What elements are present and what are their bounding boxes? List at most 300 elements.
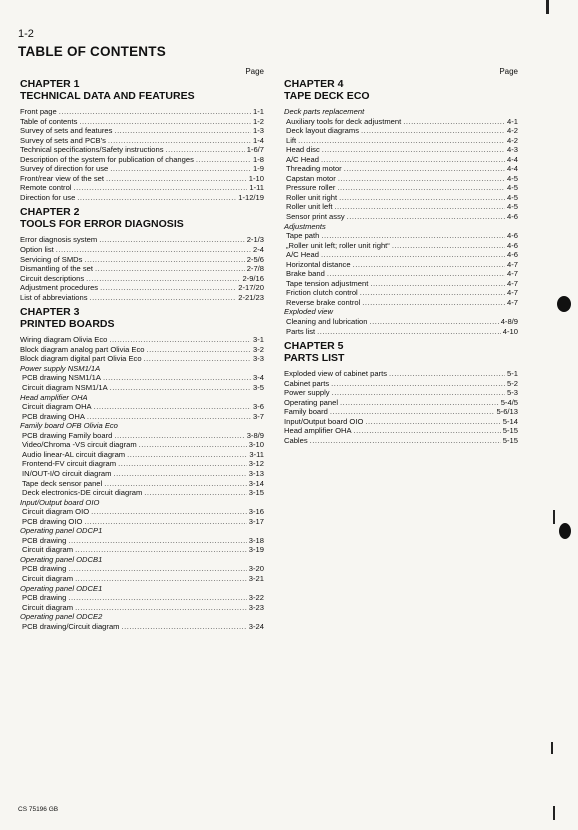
toc-left-body [20, 78, 264, 631]
dot-leader [113, 469, 246, 479]
chapter-title: TECHNICAL DATA AND FEATURES [20, 90, 195, 102]
dot-leader [340, 398, 499, 408]
dot-leader [91, 507, 247, 517]
toc-entry-page: 4-7 [507, 269, 518, 279]
dot-leader [109, 335, 251, 345]
dot-leader [122, 622, 247, 632]
toc-subheading: Deck parts replacement [284, 107, 365, 116]
toc-entry-title: Survey of direction for use [20, 164, 109, 174]
toc-entry-page: 5-2 [507, 378, 518, 388]
toc-entry [20, 245, 264, 255]
page-column-header: Page [499, 67, 518, 76]
toc-entry-title: A/C Head [286, 250, 319, 260]
toc-entry-title: Description of the system for publication of changes [20, 154, 194, 164]
toc-entry-page: 1-3 [253, 126, 264, 136]
dot-leader [392, 241, 505, 251]
dot-leader [322, 145, 505, 155]
dot-leader [321, 231, 505, 241]
toc-entry-page: 3-8/9 [246, 430, 264, 440]
toc-entry-title: Circuit diagram [22, 602, 74, 612]
toc-entry [20, 479, 264, 489]
toc-entry-page: 1-1 [253, 107, 264, 116]
toc-entry [284, 117, 518, 127]
chapter-block [20, 206, 264, 302]
dot-leader [298, 136, 505, 146]
toc-entry-page: 4-4 [507, 164, 518, 174]
toc-entry [20, 383, 264, 393]
toc-entry-title: Head disc [286, 145, 320, 155]
toc-entry-title: Power supply [284, 388, 330, 398]
toc-entry-page: 4-2 [507, 126, 518, 136]
dot-leader [75, 574, 247, 584]
toc-entry-page: 5-6/13 [496, 407, 518, 417]
toc-entry [20, 155, 264, 165]
dot-leader [68, 536, 246, 546]
dot-leader [79, 117, 251, 127]
dot-leader [106, 174, 247, 184]
dot-leader [337, 183, 505, 193]
toc-entry-title: Tape deck sensor panel [22, 478, 103, 488]
toc-entry-title: Threading motor [286, 164, 342, 174]
dot-leader [147, 345, 252, 355]
toc-entry-title: Operating panel [284, 397, 339, 407]
toc-entry-title: A/C Head [286, 154, 319, 164]
toc-entry-title: Cleaning and lubrication [286, 317, 368, 327]
dot-leader [327, 269, 505, 279]
punch-hole [559, 523, 571, 539]
dot-leader [103, 373, 251, 383]
toc-entry-title: Error diagnosis system [20, 235, 98, 245]
toc-entry [284, 126, 518, 136]
toc-entry [284, 369, 518, 379]
toc-entry-page: 3-13 [248, 468, 264, 478]
dot-leader [94, 402, 251, 412]
toc-entry-page: 4-7 [507, 288, 518, 298]
dot-leader [370, 279, 505, 289]
toc-entry-title: PCB drawing OIO [22, 516, 83, 526]
toc-entry-title: Pressure roller [286, 183, 336, 193]
toc-entry-page: 1-10 [248, 173, 264, 183]
toc-entry [20, 274, 264, 284]
toc-entry-title: Tape path [286, 231, 320, 241]
toc-entry [284, 174, 518, 184]
toc-entry [20, 174, 264, 184]
toc-entry [20, 373, 264, 383]
toc-entry-title: Circuit diagram [22, 573, 74, 583]
chapter-title: PARTS LIST [284, 352, 345, 365]
toc-entry-title: PCB drawing Family board [22, 430, 113, 440]
scan-mark [553, 806, 555, 820]
toc-entry-title: Video/Chroma -VS circuit diagram [22, 440, 137, 450]
toc-entry-page: 4-4 [507, 154, 518, 164]
dot-leader [344, 164, 505, 174]
toc-entry [284, 388, 518, 398]
toc-entry [284, 260, 518, 270]
toc-entry [20, 574, 264, 584]
toc-entry-title: Input/Output board OIO [284, 416, 364, 426]
toc-entry-title: Block diagram digital part Olivia Eco [20, 354, 142, 364]
toc-entry-page: 4-5 [507, 183, 518, 193]
toc-entry-page: 3-11 [249, 449, 264, 459]
toc-entry-page: 4-7 [507, 297, 518, 307]
chapter-number: CHAPTER 5 [284, 340, 344, 353]
toc-entry [20, 193, 264, 203]
toc-entry [20, 564, 264, 574]
dot-leader [114, 431, 244, 441]
chapter-title: TOOLS FOR ERROR DIAGNOSIS [20, 218, 184, 231]
toc-entry-page: 3-17 [248, 516, 264, 526]
chapter-block [20, 306, 264, 631]
toc-entry-page: 1-12/19 [238, 192, 264, 202]
toc-entry-page: 3-15 [248, 488, 264, 498]
toc-subheading: Operating panel ODCE1 [20, 583, 103, 593]
toc-entry-title: Survey of sets and features [20, 126, 113, 136]
toc-subheading: Adjustments [284, 221, 326, 231]
toc-entry-page: 4-6 [507, 250, 518, 260]
dot-leader [59, 107, 251, 117]
toc-entry-page: 4-10 [502, 326, 518, 336]
toc-entry-page: 1-8 [253, 154, 264, 164]
toc-entry [20, 507, 264, 517]
dot-leader [104, 479, 247, 489]
toc-entry-title: Family board [284, 407, 328, 417]
toc-entry-title: Deck layout diagrams [286, 126, 360, 136]
toc-entry [20, 622, 264, 632]
toc-right-column [284, 66, 518, 446]
toc-entry-page: 1-6/7 [246, 145, 264, 155]
toc-entry-title: Circuit diagram NSM1/1A [22, 383, 108, 393]
toc-entry [284, 155, 518, 165]
toc-entry [20, 536, 264, 546]
toc-entry-page: 2-7/8 [246, 264, 264, 274]
toc-entry [20, 440, 264, 450]
chapter-title: PRINTED BOARDS [20, 318, 115, 331]
scan-mark [546, 0, 549, 14]
toc-entry-page: 3-2 [253, 344, 264, 354]
toc-entry-title: Roller unit right [286, 192, 338, 202]
dot-leader [110, 383, 251, 393]
toc-entry [20, 412, 264, 422]
document-code: CS 75196 GB [18, 806, 59, 813]
toc-entry-page: 3-7 [253, 411, 264, 421]
toc-entry [20, 235, 264, 245]
toc-entry [20, 164, 264, 174]
toc-subheading: Power supply NSM1/1A [20, 363, 101, 373]
toc-entry-page: 1-4 [253, 135, 264, 145]
toc-entry-page: 3-5 [253, 383, 264, 393]
toc-entry-page: 1-2 [253, 116, 264, 126]
page-number: 1-2 [18, 28, 34, 40]
dot-leader [354, 426, 501, 436]
page-title: TABLE OF CONTENTS [18, 44, 166, 59]
toc-entry [284, 279, 518, 289]
chapter-number: CHAPTER 1 [20, 78, 80, 90]
dot-leader [118, 459, 247, 469]
toc-entry-page: 4-6 [507, 240, 518, 250]
toc-entry-title: Reverse brake control [286, 297, 361, 307]
toc-entry-page: 4-5 [507, 192, 518, 202]
toc-entry-title: Exploded view of cabinet parts [284, 369, 387, 379]
toc-entry-page: 5-1 [507, 369, 518, 379]
toc-entry-title: List of abbreviations [20, 292, 88, 302]
dot-leader [339, 193, 505, 203]
toc-entry-page: 3-3 [253, 354, 264, 364]
dot-leader [87, 412, 251, 422]
toc-entry [20, 450, 264, 460]
toc-entry-title: Deck electronics-DE circuit diagram [22, 488, 143, 498]
chapter-block [284, 78, 518, 336]
toc-subheading: Operating panel ODCE2 [20, 612, 103, 622]
dot-leader [310, 436, 501, 446]
toc-entry-title: Lift [286, 135, 297, 145]
dot-leader [365, 417, 500, 427]
toc-entry [284, 269, 518, 279]
dot-leader [353, 260, 505, 270]
toc-entry-title: Cables [284, 435, 308, 445]
dot-leader [166, 145, 245, 155]
toc-entry [284, 398, 518, 408]
dot-leader [100, 283, 236, 293]
dot-leader [330, 407, 495, 417]
dot-leader [361, 126, 505, 136]
toc-entry-page: 3-4 [253, 373, 264, 383]
dot-leader [127, 450, 247, 460]
toc-entry-page: 3-1 [253, 335, 264, 345]
toc-entry [20, 264, 264, 274]
toc-entry-title: Option list [20, 245, 54, 255]
chapter-block [284, 340, 518, 445]
toc-entry-page: 4-7 [507, 259, 518, 269]
toc-entry [20, 335, 264, 345]
toc-entry-title: Audio linear-AL circuit diagram [22, 449, 126, 459]
dot-leader [86, 274, 240, 284]
toc-entry-page: 3-6 [253, 402, 264, 412]
scan-mark [551, 742, 553, 754]
toc-entry-title: Friction clutch control [286, 288, 358, 298]
toc-entry-page: 2-1/3 [246, 235, 264, 245]
toc-entry [284, 327, 518, 337]
toc-entry-page: 1-9 [253, 164, 264, 174]
dot-leader [389, 369, 505, 379]
dot-leader [321, 155, 505, 165]
toc-entry-page: 5-15 [502, 426, 518, 436]
toc-entry-page: 3-10 [248, 440, 264, 450]
toc-entry [20, 488, 264, 498]
toc-entry-page: 4-3 [507, 145, 518, 155]
toc-subheading: Exploded view [284, 307, 333, 317]
toc-entry-page: 4-5 [507, 202, 518, 212]
toc-entry [284, 212, 518, 222]
toc-entry [284, 288, 518, 298]
dot-leader [110, 164, 251, 174]
toc-entry-page: 3-22 [248, 593, 264, 603]
toc-entry-page: 5-14 [502, 416, 518, 426]
toc-subheading: Operating panel ODCB1 [20, 554, 103, 564]
dot-leader [74, 183, 248, 193]
punch-hole [557, 296, 571, 312]
toc-entry [20, 117, 264, 127]
toc-entry [284, 136, 518, 146]
toc-entry [284, 202, 518, 212]
toc-entry-page: 4-5 [507, 173, 518, 183]
toc-entry-page: 4-6 [507, 212, 518, 222]
toc-entry-page: 4-8/9 [500, 317, 518, 327]
toc-entry-title: Front/rear view of the set [20, 173, 104, 183]
chapter-number: CHAPTER 3 [20, 306, 80, 319]
toc-entry [20, 469, 264, 479]
dot-leader [321, 250, 505, 260]
toc-entry [20, 354, 264, 364]
toc-entry-title: Circuit diagram OIO [22, 507, 90, 517]
dot-leader [362, 298, 505, 308]
toc-entry [284, 298, 518, 308]
toc-subheading: Operating panel ODCP1 [20, 526, 103, 536]
toc-entry-title: Tape tension adjustment [286, 278, 369, 288]
toc-entry-title: PCB drawing [22, 564, 67, 574]
dot-leader [68, 593, 246, 603]
toc-entry-title: PCB drawing NSM1/1A [22, 373, 101, 383]
toc-entry-title: PCB drawing [22, 535, 67, 545]
toc-entry-title: Direction for use [20, 192, 76, 202]
chapter-title: TAPE DECK ECO [284, 90, 370, 102]
toc-entry [20, 145, 264, 155]
chapter-number: CHAPTER 4 [284, 78, 344, 90]
toc-entry [20, 283, 264, 293]
toc-entry-title: Capstan motor [286, 173, 336, 183]
toc-entry-page: 3-16 [248, 507, 264, 517]
toc-entry-page: 2-5/6 [246, 254, 264, 264]
toc-entry-page: 4-6 [507, 231, 518, 241]
toc-entry-title: Wiring diagram Olivia Eco [20, 335, 108, 345]
toc-entry-page: 2-17/20 [238, 283, 264, 293]
toc-entry-title: IN/OUT-I/O circuit diagram [22, 468, 112, 478]
toc-entry-page: 5-15 [502, 435, 518, 445]
scan-mark [553, 510, 555, 524]
toc-entry [284, 164, 518, 174]
dot-leader [334, 202, 505, 212]
toc-entry [284, 145, 518, 155]
toc-entry-page: 3-18 [248, 535, 264, 545]
dot-leader [347, 212, 505, 222]
toc-entry [20, 126, 264, 136]
dot-leader [77, 193, 236, 203]
toc-entry-page: 3-14 [248, 478, 264, 488]
toc-entry-page: 4-1 [507, 116, 518, 126]
toc-entry [20, 545, 264, 555]
toc-entry [20, 431, 264, 441]
toc-entry [284, 379, 518, 389]
toc-entry-title: Survey of sets and PCB's [20, 135, 106, 145]
dot-leader [331, 379, 505, 389]
toc-entry-page: 5-4/5 [500, 397, 518, 407]
dot-leader [56, 245, 251, 255]
chapter-number: CHAPTER 2 [20, 206, 80, 219]
toc-entry-title: Cabinet parts [284, 378, 330, 388]
dot-leader [196, 155, 251, 165]
dot-leader [84, 517, 246, 527]
toc-entry-title: Block diagram analog part Olivia Eco [20, 344, 145, 354]
dot-leader [108, 136, 251, 146]
toc-entry [284, 407, 518, 417]
toc-entry [284, 250, 518, 260]
toc-entry-title: Parts list [286, 326, 316, 336]
dot-leader [75, 603, 247, 613]
toc-entry [20, 255, 264, 265]
toc-entry [20, 107, 264, 117]
dot-leader [68, 564, 246, 574]
toc-right-body [284, 78, 518, 446]
dot-leader [139, 440, 247, 450]
toc-entry-title: Auxiliary tools for deck adjustment [286, 116, 402, 126]
toc-entry [284, 426, 518, 436]
dot-leader [84, 255, 244, 265]
toc-entry-page: 3-20 [248, 564, 264, 574]
toc-entry-title: Technical specifications/Safety instructions [20, 145, 164, 155]
dot-leader [114, 126, 251, 136]
toc-entry [20, 345, 264, 355]
dot-leader [95, 264, 245, 274]
toc-entry-page: 3-23 [248, 602, 264, 612]
dot-leader [338, 174, 505, 184]
toc-entry-title: Servicing of SMDs [20, 254, 83, 264]
dot-leader [369, 317, 498, 327]
dot-leader [360, 288, 505, 298]
toc-entry-page: 1-11 [249, 183, 264, 193]
toc-entry-page: 2-21/23 [238, 292, 264, 302]
toc-entry [20, 603, 264, 613]
toc-entry-page: 3-19 [248, 545, 264, 555]
toc-entry-title: Circuit descriptions [20, 273, 85, 283]
toc-entry-title: Front page [20, 107, 57, 116]
toc-left-column [20, 66, 264, 631]
toc-entry-title: PCB drawing [22, 593, 67, 603]
toc-subheading: Head amplifier OHA [20, 392, 88, 402]
toc-entry-page: 2-4 [253, 245, 264, 255]
toc-entry-title: Roller unit left [286, 202, 333, 212]
toc-entry-title: Remote control [20, 183, 72, 193]
toc-entry-title: Horizontal distance [286, 259, 351, 269]
toc-entry [284, 193, 518, 203]
dot-leader [144, 354, 251, 364]
toc-entry [20, 293, 264, 303]
toc-entry [20, 593, 264, 603]
dot-leader [403, 117, 505, 127]
page-column-header: Page [245, 67, 264, 76]
dot-leader [90, 293, 237, 303]
toc-entry [20, 517, 264, 527]
toc-entry-page: 5-3 [507, 388, 518, 398]
toc-entry-page: 3-12 [248, 459, 264, 469]
toc-entry [20, 183, 264, 193]
dot-leader [99, 235, 244, 245]
toc-entry [284, 436, 518, 446]
toc-entry-title: Circuit diagram OHA [22, 402, 92, 412]
chapter-block [20, 78, 264, 202]
toc-entry-page: 4-2 [507, 135, 518, 145]
toc-entry [284, 231, 518, 241]
dot-leader [332, 388, 505, 398]
toc-entry-title: Sensor print assy [286, 212, 345, 222]
toc-entry-title: Table of contents [20, 116, 78, 126]
toc-entry-title: Brake band [286, 269, 325, 279]
toc-entry [284, 241, 518, 251]
dot-leader [317, 327, 501, 337]
toc-entry-page: 2-9/16 [242, 273, 264, 283]
toc-subheading: Input/Output board OIO [20, 497, 100, 507]
toc-entry-page: 3-21 [248, 573, 264, 583]
toc-entry-title: Circuit diagram [22, 545, 74, 555]
toc-entry [284, 417, 518, 427]
